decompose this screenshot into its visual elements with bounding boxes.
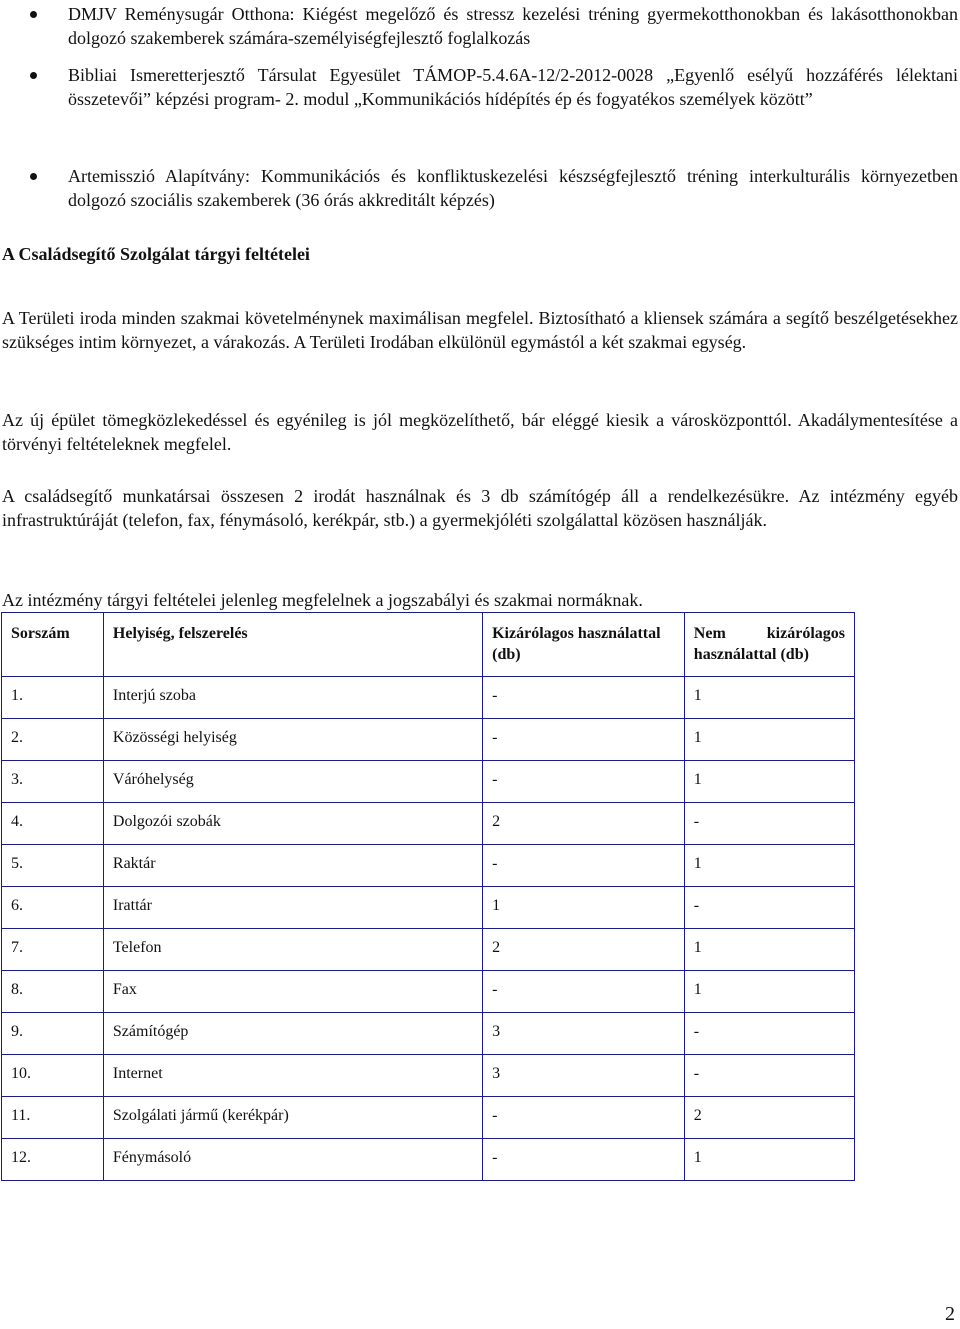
page-number: 2 [945, 1303, 955, 1325]
table-row [2, 1055, 855, 1097]
cell-helyiseg: Dolgozói szobák [103, 803, 482, 845]
cell-helyiseg: Irattár [103, 887, 482, 929]
cell-sorszam: 5. [2, 845, 104, 887]
cell-helyiseg: Interjú szoba [103, 677, 482, 719]
cell-sorszam: 4. [2, 803, 104, 845]
list-item-text: DMJV Reménysugár Otthona: Kiégést megelőző és stressz kezelési tréning gyermekotthonokban és lakásotthonokban dolgozó szakemberek számára-személyiségfejlesztő foglalkozás [68, 4, 958, 48]
cell-nem-kizarolagos: - [684, 1055, 854, 1097]
header-nem-kizarolagos [684, 613, 854, 677]
cell-kizarolagos: 1 [483, 887, 685, 929]
paragraph-equipment: A családsegítő munkatársai összesen 2 irodát használnak és 3 db számítógép áll a rendelkezésükre. Az intézmény egyéb infrastruktúráját (telefon, fax, fénymásoló, kerékpár, stb.) a gyermekjóléti szolgálattal közösen használják. [2, 486, 958, 530]
cell-kizarolagos: - [483, 677, 685, 719]
table-row [2, 1013, 855, 1055]
cell-nem-kizarolagos: 1 [684, 845, 854, 887]
table-row [2, 971, 855, 1013]
header-nem-line2: használattal (db) [693, 646, 809, 663]
cell-kizarolagos: - [483, 719, 685, 761]
cell-nem-kizarolagos: - [684, 803, 854, 845]
cell-nem-kizarolagos: 1 [684, 1139, 854, 1181]
paragraph-conformity: Az intézmény tárgyi feltételei jelenleg megfelelnek a jogszabályi és szakmai normáknak. [2, 590, 643, 610]
cell-kizarolagos: 2 [483, 929, 685, 971]
header-nem-word2: kizárólagos [766, 625, 845, 642]
cell-helyiseg: Internet [103, 1055, 482, 1097]
cell-nem-kizarolagos: 2 [684, 1097, 854, 1139]
bullet-icon [30, 72, 37, 79]
table-row [2, 761, 855, 803]
list-item-text: Bibliai Ismeretterjesztő Társulat Egyesület TÁMOP-5.4.6A-12/2-2012-0028 „Egyenlő esélyű hozzáférés lélektani összetevői” képzési program- 2. modul „Kommunikációs hídépítés ép és fogyatékos személyek között” [68, 65, 958, 109]
cell-helyiseg: Raktár [103, 845, 482, 887]
list-item [68, 2, 958, 50]
table-row [2, 719, 855, 761]
cell-helyiseg: Telefon [103, 929, 482, 971]
list-item-text: Artemisszió Alapítvány: Kommunikációs és konfliktuskezelési készségfejlesztő tréning interkulturális környezetben dolgozó szociális szakemberek (36 órás akkreditált képzés) [68, 166, 958, 210]
cell-helyiseg: Számítógép [103, 1013, 482, 1055]
cell-nem-kizarolagos: 1 [684, 719, 854, 761]
cell-sorszam: 10. [2, 1055, 104, 1097]
cell-kizarolagos: - [483, 1097, 685, 1139]
cell-kizarolagos: - [483, 845, 685, 887]
paragraph-office: A Területi iroda minden szakmai követelménynek maximálisan megfelel. Biztosítható a kliensek számára a segítő beszélgetésekhez szükséges intim környezet, a várakozás. A Területi Irodában elkülönül egymástól a két szakmai egység. [2, 308, 958, 352]
cell-nem-kizarolagos: 1 [684, 929, 854, 971]
list-item [68, 164, 958, 212]
header-helyiseg: Helyiség, felszerelés [103, 613, 482, 677]
header-kizarolagos: Kizárólagos használattal (db) [483, 613, 685, 677]
table-row [2, 1139, 855, 1181]
cell-kizarolagos: 3 [483, 1055, 685, 1097]
cell-kizarolagos: - [483, 971, 685, 1013]
cell-sorszam: 1. [2, 677, 104, 719]
cell-nem-kizarolagos: - [684, 1013, 854, 1055]
bullet-icon [30, 173, 37, 180]
table-row [2, 803, 855, 845]
header-nem-word1: Nem [693, 625, 726, 642]
cell-helyiseg: Fénymásoló [103, 1139, 482, 1181]
bullet-icon [30, 11, 37, 18]
cell-kizarolagos: - [483, 1139, 685, 1181]
cell-sorszam: 12. [2, 1139, 104, 1181]
cell-nem-kizarolagos: 1 [684, 971, 854, 1013]
section-heading: A Családsegítő Szolgálat tárgyi feltételei [2, 244, 310, 264]
cell-sorszam: 9. [2, 1013, 104, 1055]
cell-sorszam: 11. [2, 1097, 104, 1139]
cell-sorszam: 8. [2, 971, 104, 1013]
cell-helyiseg: Közösségi helyiség [103, 719, 482, 761]
cell-sorszam: 3. [2, 761, 104, 803]
table-header-row [2, 613, 855, 677]
cell-helyiseg: Váróhelység [103, 761, 482, 803]
table-row [2, 1097, 855, 1139]
list-item [68, 63, 958, 111]
cell-nem-kizarolagos: 1 [684, 677, 854, 719]
table-row [2, 845, 855, 887]
cell-kizarolagos: - [483, 761, 685, 803]
cell-sorszam: 6. [2, 887, 104, 929]
table-row [2, 677, 855, 719]
paragraph-building: Az új épület tömegközlekedéssel és egyénileg is jól megközelíthető, bár eléggé kiesik a városközponttól. Akadálymentesítése a törvényi feltételeknek megfelel. [2, 410, 958, 454]
cell-nem-kizarolagos: 1 [684, 761, 854, 803]
cell-helyiseg: Fax [103, 971, 482, 1013]
cell-nem-kizarolagos: - [684, 887, 854, 929]
header-sorszam: Sorszám [2, 613, 104, 677]
table-body [2, 677, 855, 1181]
cell-kizarolagos: 3 [483, 1013, 685, 1055]
cell-helyiseg: Szolgálati jármű (kerékpár) [103, 1097, 482, 1139]
cell-sorszam: 2. [2, 719, 104, 761]
cell-sorszam: 7. [2, 929, 104, 971]
cell-kizarolagos: 2 [483, 803, 685, 845]
table-row [2, 929, 855, 971]
table-row [2, 887, 855, 929]
facilities-table [1, 612, 855, 1181]
